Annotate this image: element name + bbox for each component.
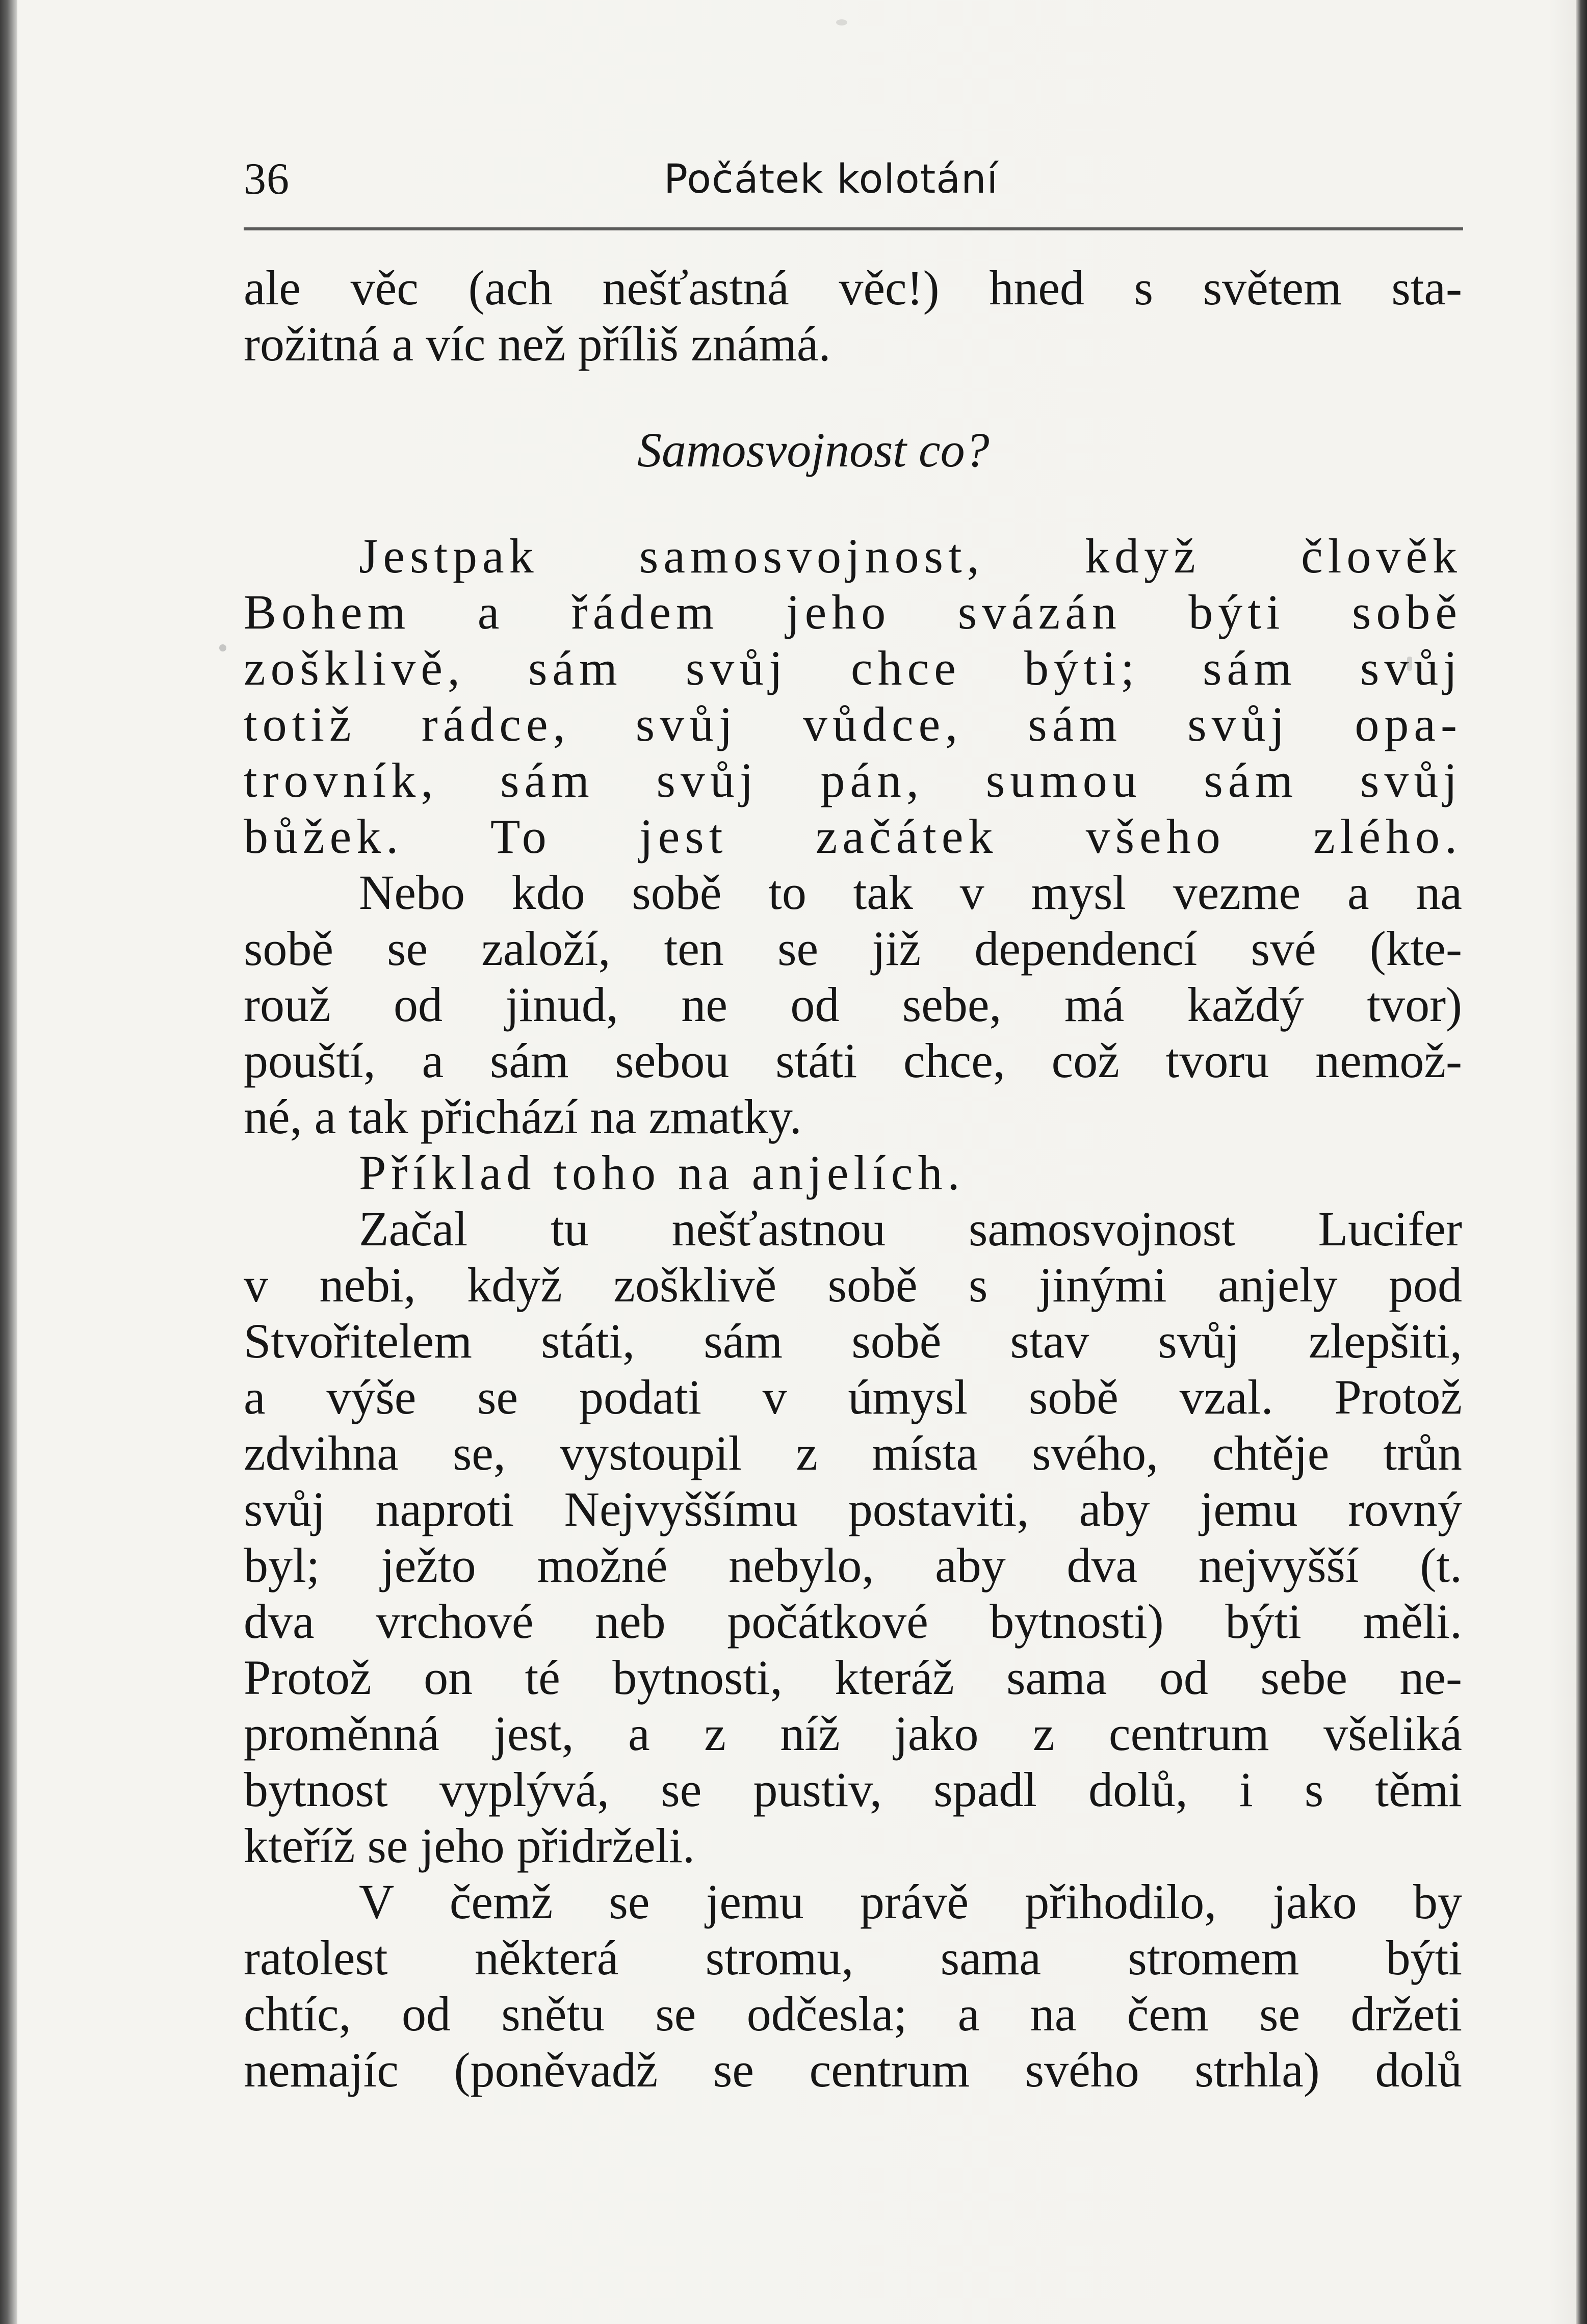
- text-line: chtíc, od snětu se odčesla; a na čem se držeti: [244, 1987, 1462, 2041]
- text-line: Jestpak samosvojnost, když člověk: [359, 529, 1462, 583]
- text-line: dva vrchové neb počátkové bytnosti) býti měli.: [244, 1594, 1462, 1649]
- paper-speck: [219, 644, 226, 651]
- text-line: ratolest některá stromu, sama stromem býti: [244, 1930, 1462, 1985]
- scan-left-edge: [0, 0, 17, 2324]
- text-line: rouž od jinud, ne od sebe, má každý tvor): [244, 977, 1462, 1032]
- text-line: a výše se podati v úmysl sobě vzal. Protož: [244, 1370, 1462, 1424]
- text-line: bytnost vyplývá, se pustiv, spadl dolů, i s těmi: [244, 1762, 1462, 1817]
- header-rule: [244, 227, 1463, 230]
- text-line: totiž rádce, svůj vůdce, sám svůj opa-: [244, 697, 1462, 751]
- text-line: Bohem a řádem jeho svázán býti sobě: [244, 585, 1462, 639]
- text-line: Nebo kdo sobě to tak v mysl vezme a na: [359, 865, 1462, 920]
- paper-speck: [1407, 657, 1412, 671]
- text-line: zdvihna se, vystoupil z místa svého, chtěje trůn: [244, 1426, 1462, 1480]
- section-heading: Samosvojnost co?: [637, 423, 990, 477]
- text-line: Stvořitelem státi, sám sobě stav svůj zlepšiti,: [244, 1314, 1462, 1368]
- text-line: trovník, sám svůj pán, sumou sám svůj: [244, 753, 1462, 807]
- text-line: rožitná a víc než příliš známá.: [244, 317, 831, 371]
- page-number: 36: [244, 154, 290, 204]
- running-head: Počátek kolotání: [664, 156, 999, 202]
- page-header: [244, 154, 1463, 225]
- text-line: pouští, a sám sebou státi chce, což tvoru nemož-: [244, 1033, 1462, 1088]
- text-line: proměnná jest, a z níž jako z centrum všeliká: [244, 1706, 1462, 1761]
- text-line: V čemž se jemu právě přihodilo, jako by: [359, 1874, 1462, 1929]
- text-line: Začal tu nešťastnou samosvojnost Lucifer: [359, 1202, 1462, 1256]
- text-line: byl; ježto možné nebylo, aby dva nejvyšší (t.: [244, 1538, 1462, 1592]
- text-line: né, a tak přichází na zmatky.: [244, 1089, 802, 1144]
- text-line: zošklivě, sám svůj chce býti; sám svůj: [244, 641, 1462, 695]
- paper-speck: [836, 19, 847, 25]
- text-line: kteříž se jeho přidrželi.: [244, 1818, 695, 1873]
- section-subheading: Příklad toho na anjelích.: [359, 1145, 965, 1200]
- text-line: Protož on té bytnosti, kteráž sama od sebe ne-: [244, 1650, 1462, 1705]
- text-line: bůžek. To jest začátek všeho zlého.: [244, 809, 1462, 864]
- text-line: sobě se založí, ten se již dependencí své (kte-: [244, 921, 1462, 976]
- text-line: ale věc (ach nešťastná věc!) hned s světem sta-: [244, 260, 1462, 315]
- text-line: nemajíc (poněvadž se centrum svého strhla) dolů: [244, 2043, 1462, 2097]
- text-line: v nebi, když zošklivě sobě s jinými anjely pod: [244, 1258, 1462, 1312]
- body-text: [244, 260, 1462, 2098]
- text-line: svůj naproti Nejvyššímu postaviti, aby jemu rovný: [244, 1482, 1462, 1536]
- scan-right-edge: [1576, 0, 1587, 2324]
